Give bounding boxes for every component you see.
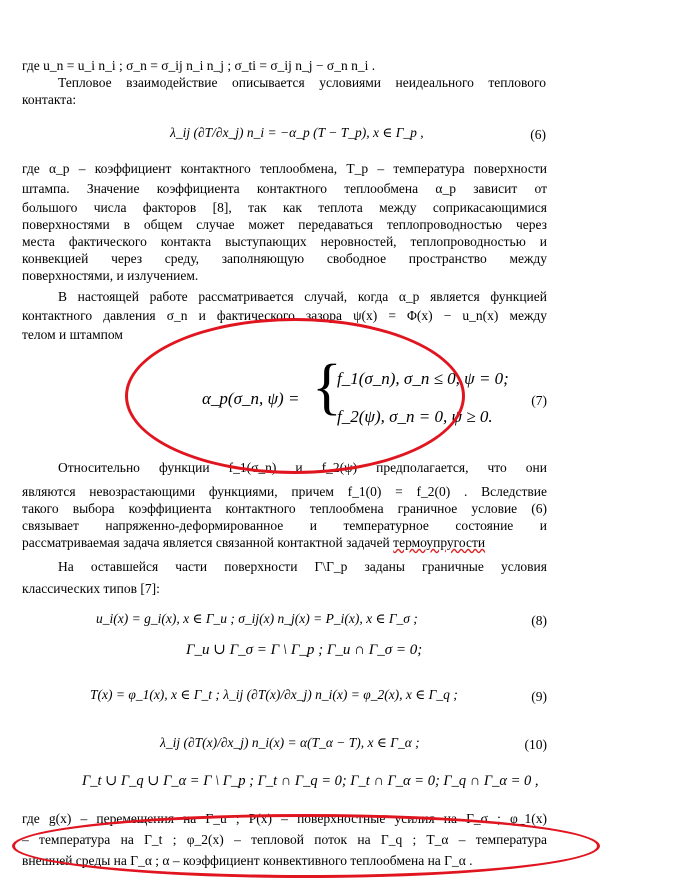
equation-10: λ_ij (∂T(x)/∂x_j) n_i(x) = α(T_α − T), x ∈ Γ_α ; <box>160 735 420 750</box>
equation-number-8: (8) <box>531 613 547 628</box>
equation-8-conditions: Γ_u ∪ Γ_σ = Γ \ Γ_p ; Γ_u ∩ Γ_σ = 0; <box>186 642 423 658</box>
text-line: большого числа факторов [8], так как теплота между соприкасающимися <box>22 200 547 215</box>
text-line: В настоящей работе рассматривается случай, когда α_p является функцией <box>58 289 547 304</box>
text-line: Тепловое взаимодействие описывается условиями неидеального теплового <box>58 75 546 90</box>
spellcheck-word: термоупругости <box>393 535 486 550</box>
text-line: – температура на Γ_t ; φ_2(x) – тепловой поток на Γ_q ; T_α – температура <box>22 832 547 847</box>
equation-number-7: (7) <box>531 393 547 408</box>
text-line: такого выбора коэффициента контактного теплообмена граничное условие (6) <box>22 501 547 516</box>
red-annotation-ellipse <box>12 814 600 878</box>
equation-10-conditions: Γ_t ∪ Γ_q ∪ Γ_α = Γ \ Γ_p ; Γ_t ∩ Γ_q = 0; Γ_t ∩ Γ_α = 0; Γ_q ∩ Γ_α = 0 , <box>82 773 539 789</box>
equation-8: u_i(x) = g_i(x), x ∈ Γ_u ; σ_ij(x) n_j(x) = P_i(x), x ∈ Γ_σ ; <box>96 611 418 626</box>
text-line: На оставшейся части поверхности Γ\Γ_p заданы граничные условия <box>58 559 547 574</box>
equation-7-case-1: f_1(σ_n), σ_n ≤ 0, ψ = 0; <box>337 369 509 388</box>
text-line: где g(x) – перемещения на Γ_u ; P(x) – поверхностные усилия на Γ_σ ; φ_1(x) <box>22 811 547 826</box>
text-line: телом и штампом <box>22 327 123 342</box>
text-line: поверхностями в общем случае может передаваться теплопроводностью через <box>22 217 547 232</box>
equation-number-10: (10) <box>524 737 547 752</box>
text-line: Относительно функции f_1(σ_n) и f_2(ψ) предполагается, что они <box>58 460 547 475</box>
equation-number-6: (6) <box>530 127 546 142</box>
text-line: контактного давления σ_n и фактического зазора ψ(x) = Φ(x) − u_n(x) между <box>22 308 547 323</box>
text-span: рассматриваемая задача является связанной контактной задачей <box>22 535 394 550</box>
text-line: где u_n = u_i n_i ; σ_n = σ_ij n_i n_j ; σ_ti = σ_ij n_j − σ_n n_i . <box>22 58 376 73</box>
text-line: конвекцией через среду, заполняющую свободное пространство между <box>22 251 547 266</box>
text-line: места фактического контакта выступающих неровностей, теплопроводностью и <box>22 234 547 249</box>
text-line: классических типов [7]: <box>22 581 160 596</box>
text-line <box>22 534 485 551</box>
equation-9: T(x) = φ_1(x), x ∈ Γ_t ; λ_ij (∂T(x)/∂x_j) n_i(x) = φ_2(x), x ∈ Γ_q ; <box>90 687 458 702</box>
text-line: связывает напряженно-деформированное и температурное состояние и <box>22 518 547 533</box>
equation-number-9: (9) <box>531 689 547 704</box>
text-line: контакта: <box>22 92 77 107</box>
text-line: являются невозрастающими функциями, причем f_1(0) = f_2(0) . Вследствие <box>22 484 547 499</box>
equation-7-lhs: α_p(σ_n, ψ) = <box>202 389 300 408</box>
text-line: внешней среды на Γ_α ; α – коэффициент конвективного теплообмена на Γ_α . <box>22 853 473 868</box>
text-line: штампа. Значение коэффициента контактного теплообмена α_p зависит от <box>22 181 547 196</box>
equation-7-brace: { <box>312 353 342 421</box>
equation-7-case-2: f_2(ψ), σ_n = 0, ψ ≥ 0. <box>337 407 493 426</box>
red-annotation-ellipse <box>125 318 465 474</box>
text-line: поверхностями, и излучением. <box>22 268 199 283</box>
text-line: где α_p – коэффициент контактного теплообмена, T_p – температура поверхности <box>22 161 547 176</box>
equation-6: λ_ij (∂T/∂x_j) n_i = −α_p (T − T_p), x ∈ Γ_p , <box>170 125 424 140</box>
